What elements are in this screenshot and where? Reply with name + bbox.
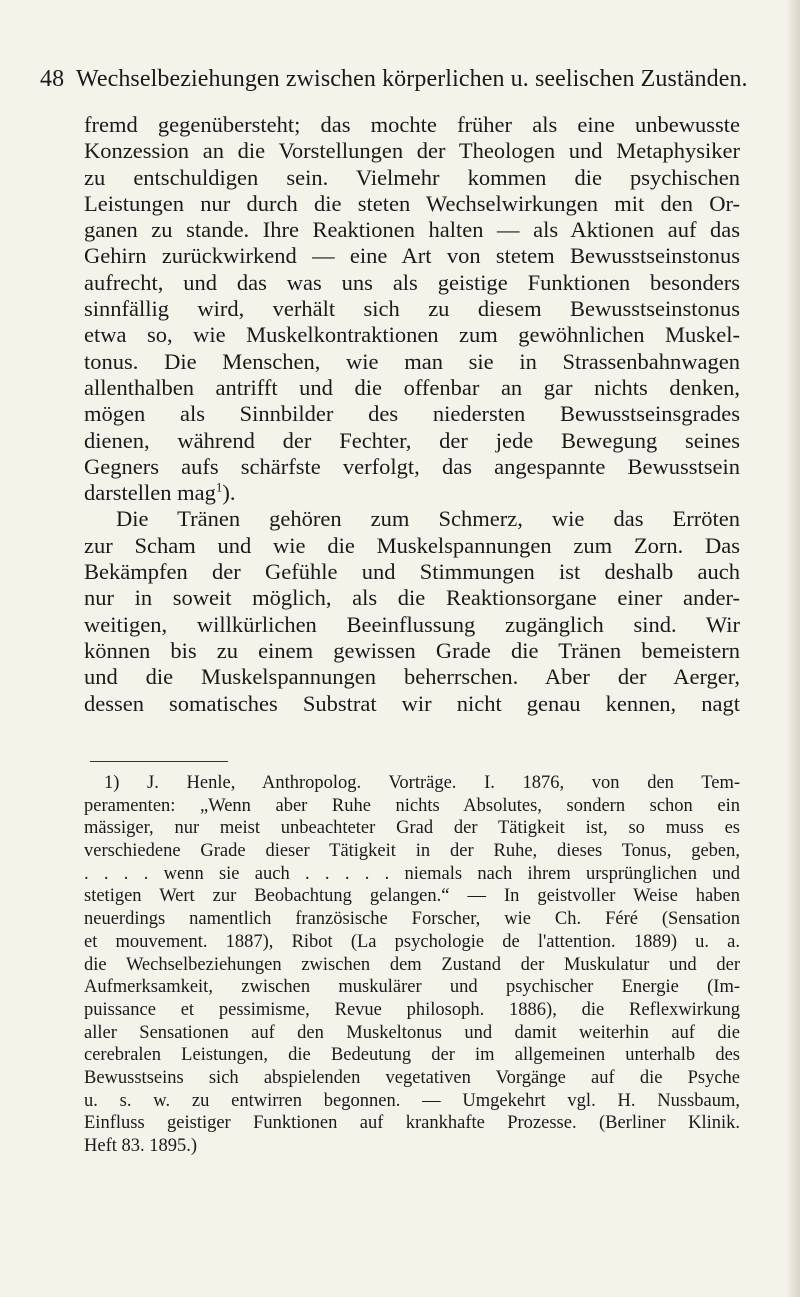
footnote-line: . . . . wenn sie auch . . . . . niemals nach ihrem ursprünglichen und [84, 863, 740, 884]
body-line: aufrecht, und das was uns als geistige Funktionen besonders [84, 269, 740, 295]
footnote-block [84, 772, 740, 1158]
footnote-line: u. s. w. zu entwirren begonnen. — Umgekehrt vgl. H. Nussbaum, [84, 1090, 740, 1111]
footnote-line: peramenten: „Wenn aber Ruhe nichts Absolutes, sondern schon ein [84, 795, 740, 816]
footnote-line: Aufmerksamkeit, zwischen muskulärer und psychischer Energie (Im- [84, 977, 740, 998]
body-line: können bis zu einem gewissen Grade die Tränen bemeistern [84, 637, 740, 663]
footnote-line: mässiger, nur meist unbeachteter Grad der Tätigkeit ist, so muss es [84, 818, 740, 839]
body-line: weitigen, willkürlichen Beeinflussung zugänglich sind. Wir [84, 611, 740, 637]
body-line-paragraph-end [84, 480, 740, 506]
footnote-line: cerebralen Leistungen, die Bedeutung der im allgemeinen unterhalb des [84, 1045, 740, 1066]
footnote-line: 1) J. Henle, Anthropolog. Vorträge. I. 1876, von den Tem- [104, 773, 740, 793]
body-line: etwa so, wie Muskelkontraktionen zum gewöhnlichen Muskel- [84, 322, 740, 348]
page-edge-shadow [786, 0, 800, 1297]
footnote-line: Heft 83. 1895.) [84, 1136, 198, 1156]
running-title: Wechselbeziehungen zwischen körperlichen u. seelischen Zuständen. [76, 66, 748, 92]
footnote-divider [90, 761, 228, 762]
footnote-line: neuerdings namentlich französische Forscher, wie Ch. Féré (Sensation [84, 909, 740, 930]
body-line: Leistungen nur durch die steten Wechselwirkungen mit den Or- [84, 190, 740, 216]
running-head [40, 64, 770, 94]
footnote-reference-suffix: ). [222, 480, 236, 506]
body-line: zur Scham und wie die Muskelspannungen zum Zorn. Das [84, 532, 740, 558]
page-number: 48 [40, 66, 65, 92]
footnote-line: et mouvement. 1887), Ribot (La psychologie de l'attention. 1889) u. a. [84, 931, 740, 952]
body-line: dessen somatisches Substrat wir nicht genau kennen, nagt [84, 690, 740, 716]
footnote-line: Bewusstseins sich abspielenden vegetativen Vorgänge auf die Psyche [84, 1067, 740, 1088]
body-line: sinnfällig wird, verhält sich zu diesem Bewusstseinstonus [84, 296, 740, 322]
footnote-line: verschiedene Grade dieser Tätigkeit in der Ruhe, dieses Tonus, geben, [84, 841, 740, 862]
body-line: dienen, während der Fechter, der jede Bewegung seines [84, 427, 740, 453]
body-line: zu entschuldigen sein. Vielmehr kommen die psychischen [84, 164, 740, 190]
body-line: ganen zu stande. Ihre Reaktionen halten — als Aktionen auf das [84, 217, 740, 243]
body-line: allenthalben antrifft und die offenbar an gar nichts denken, [84, 374, 740, 400]
body-line: Gegners aufs schärfste verfolgt, das angespannte Bewusstsein [84, 453, 740, 479]
main-text [84, 112, 740, 717]
body-line-text: darstellen mag [84, 480, 216, 506]
footnote-line: stetigen Wert zur Beobachtung gelangen.“ — In geistvoller Weise haben [84, 886, 740, 907]
body-line: Gehirn zurückwirkend — eine Art von stetem Bewusstseinstonus [84, 243, 740, 269]
body-line: fremd gegenübersteht; das mochte früher als eine unbewusste [84, 112, 740, 137]
footnote-line: puissance et pessimisme, Revue philosoph. 1886), die Reflexwirkung [84, 999, 740, 1020]
footnote-line: die Wechselbeziehungen zwischen dem Zustand der Muskulatur und der [84, 954, 740, 975]
body-line: nur in soweit möglich, als die Reaktionsorgane einer ander- [84, 585, 740, 611]
body-line: tonus. Die Menschen, wie man sie in Strassenbahnwagen [84, 348, 740, 374]
footnote-line: Einfluss geistiger Funktionen auf krankhafte Prozesse. (Berliner Klinik. [84, 1113, 740, 1134]
footnote-line: aller Sensationen auf den Muskeltonus und damit weiterhin auf die [84, 1022, 740, 1043]
body-line: mögen als Sinnbilder des niedersten Bewusstseinsgrades [84, 401, 740, 427]
body-line: Konzession an die Vorstellungen der Theologen und Metaphysiker [84, 138, 740, 164]
body-line: Bekämpfen der Gefühle und Stimmungen ist deshalb auch [84, 559, 740, 585]
footnote-reference[interactable]: 1 [215, 479, 223, 495]
body-line: und die Muskelspannungen beherrschen. Aber der Aerger, [84, 664, 740, 690]
body-line-paragraph-start: Die Tränen gehören zum Schmerz, wie das Erröten [116, 506, 740, 532]
